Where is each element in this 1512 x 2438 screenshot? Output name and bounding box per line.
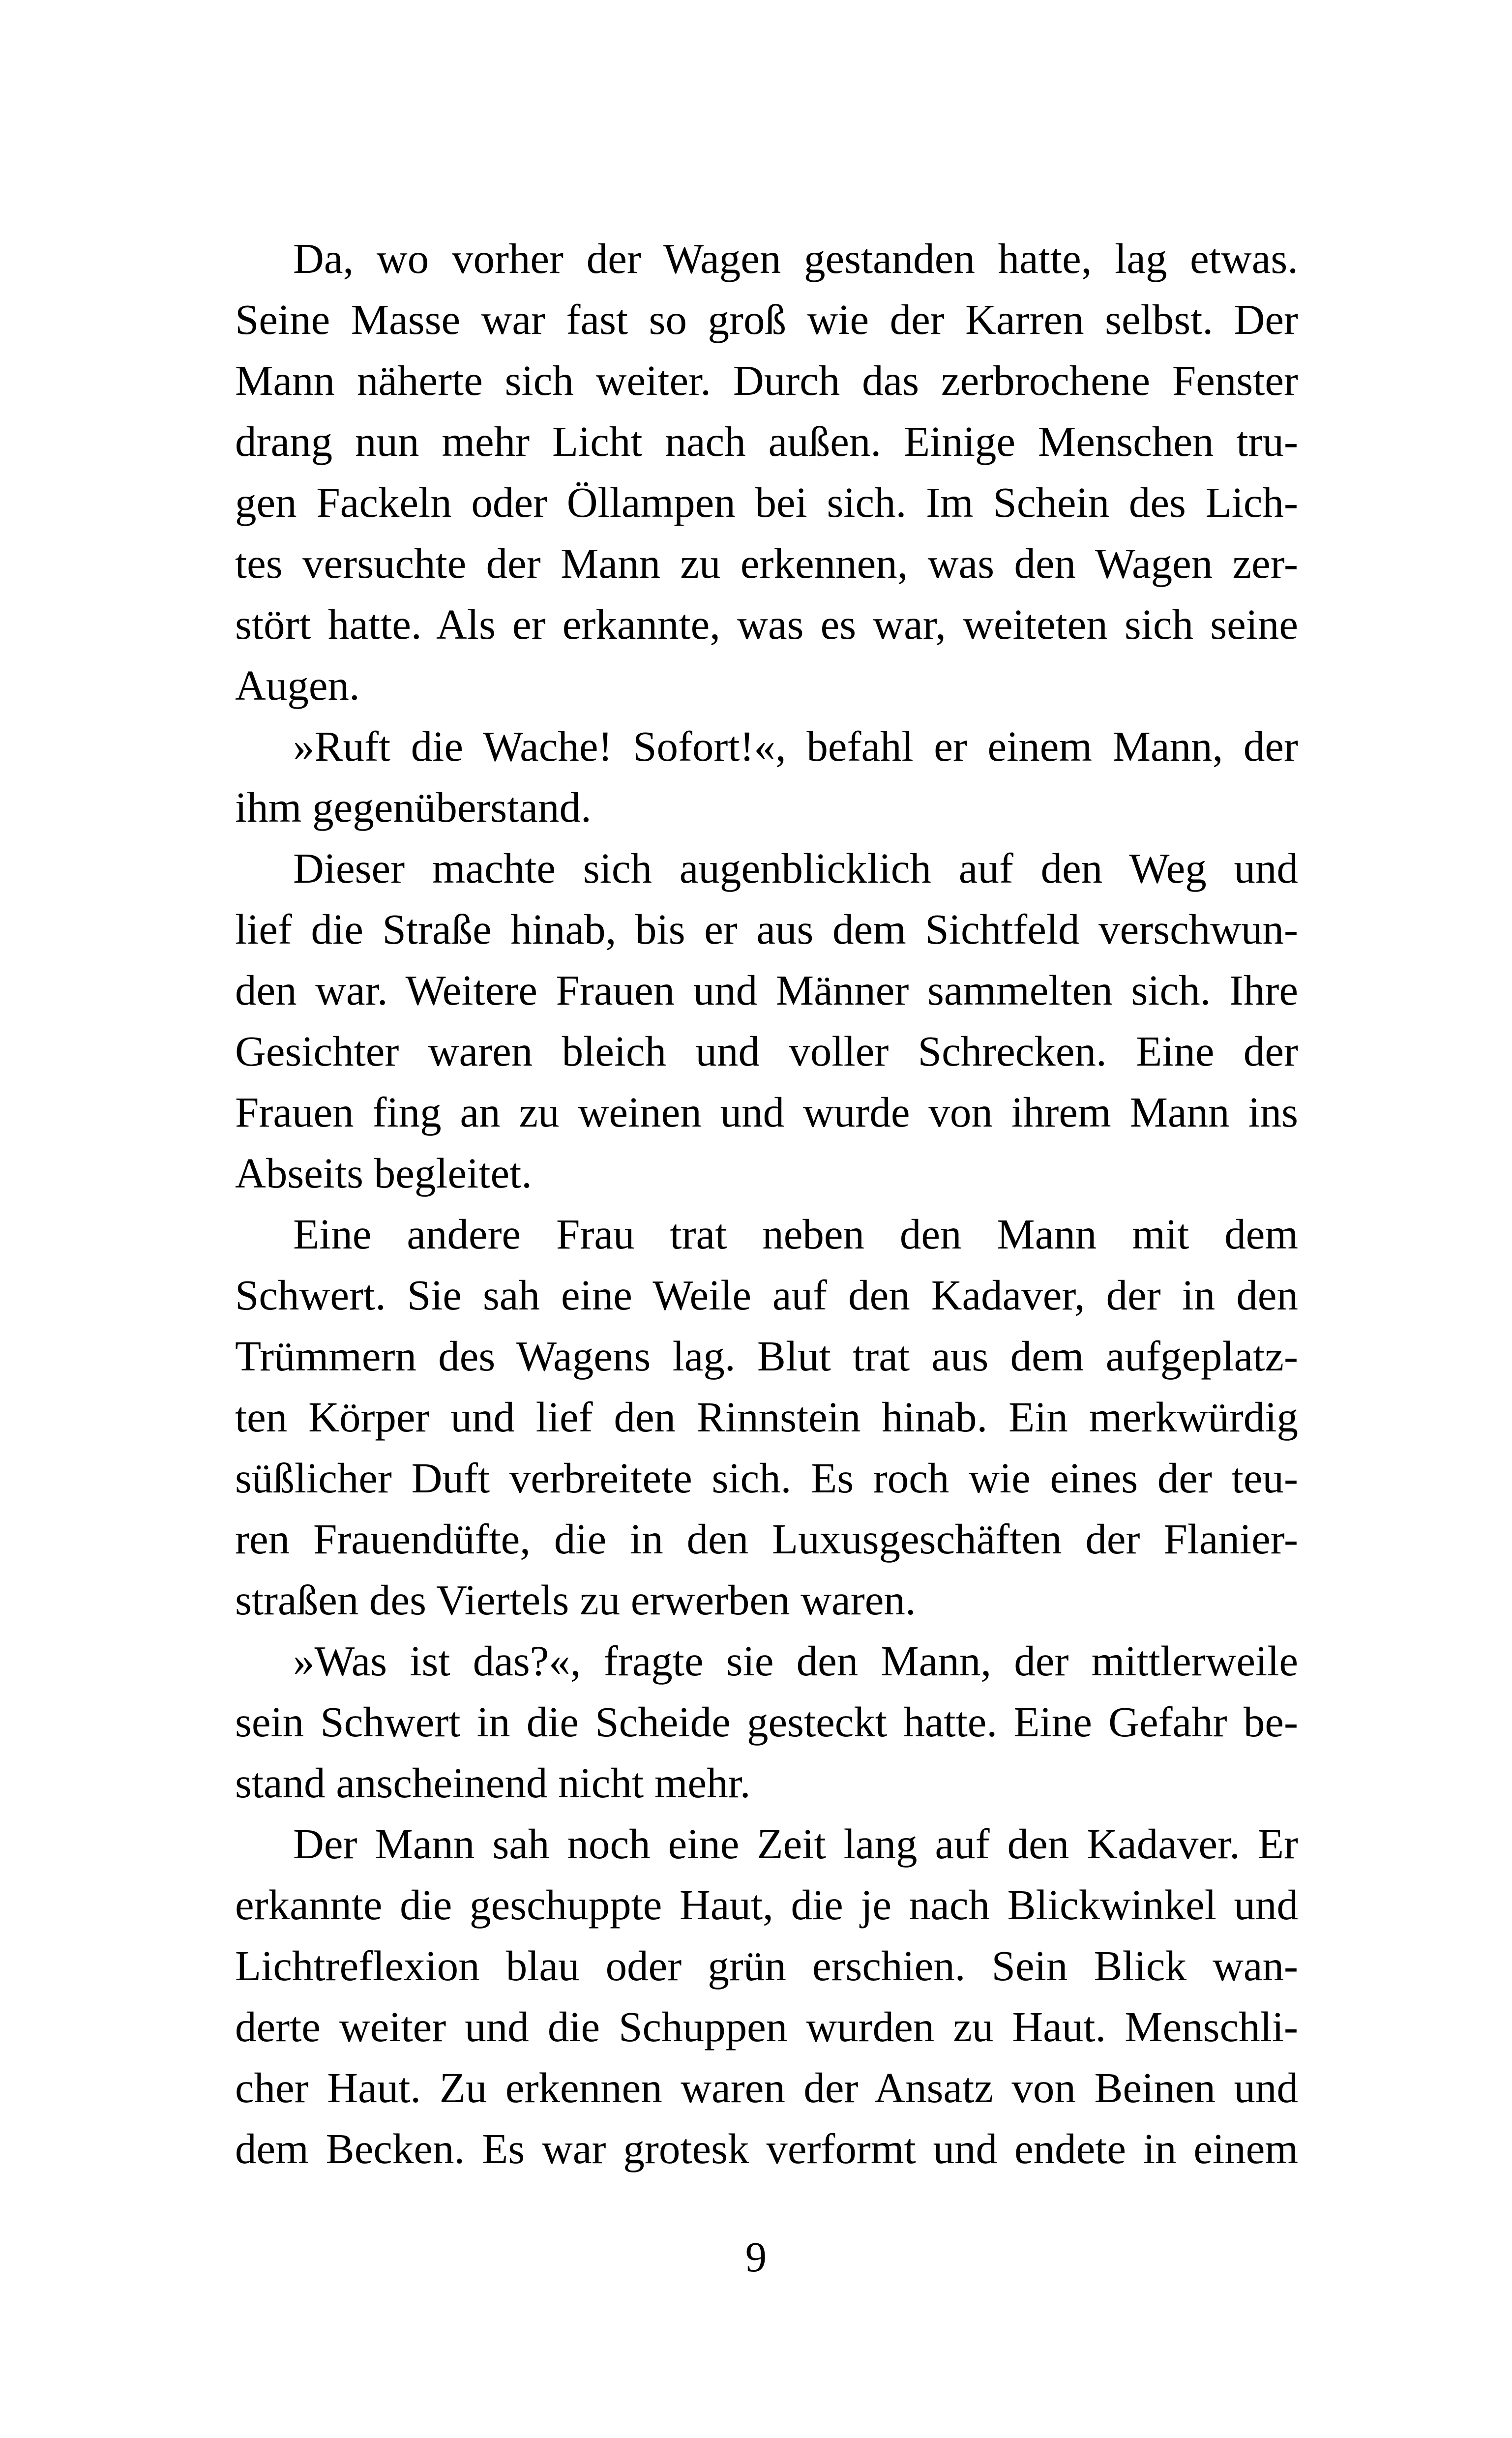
page-number: 9 bbox=[745, 2233, 767, 2281]
text-line: Seine Masse war fast so groß wie der Karren selbst. Der bbox=[235, 296, 1298, 343]
text-line: stört hatte. Als er erkannte, was es war, weiteten sich seine bbox=[235, 600, 1298, 648]
text-line: gen Fackeln oder Öllampen bei sich. Im Schein des Lich- bbox=[235, 478, 1298, 526]
text-line: Schwert. Sie sah eine Weile auf den Kadaver, der in den bbox=[235, 1271, 1298, 1319]
text-line: Dieser machte sich augenblicklich auf den Weg und bbox=[293, 844, 1298, 892]
text-line: Eine andere Frau trat neben den Mann mit dem bbox=[293, 1210, 1298, 1258]
text-line: Gesichter waren bleich und voller Schrecken. Eine der bbox=[235, 1027, 1298, 1075]
text-line: ihm gegenüberstand. bbox=[235, 783, 592, 831]
text-line: straßen des Viertels zu erwerben waren. bbox=[235, 1576, 916, 1624]
text-line: den war. Weitere Frauen und Männer sammelten sich. Ihre bbox=[235, 966, 1298, 1014]
text-line: Lichtreflexion blau oder grün erschien. Sein Blick wan- bbox=[235, 1942, 1298, 1990]
text-line: Augen. bbox=[235, 661, 360, 709]
text-line: Mann näherte sich weiter. Durch das zerbrochene Fenster bbox=[235, 357, 1298, 404]
text-line: Frauen fing an zu weinen und wurde von ihrem Mann ins bbox=[235, 1088, 1298, 1136]
text-line: Da, wo vorher der Wagen gestanden hatte, lag etwas. bbox=[293, 235, 1298, 282]
text-line: drang nun mehr Licht nach außen. Einige Menschen tru- bbox=[235, 417, 1298, 465]
text-line: Abseits begleitet. bbox=[235, 1149, 533, 1197]
text-line: lief die Straße hinab, bis er aus dem Sichtfeld verschwun- bbox=[235, 905, 1298, 953]
text-line: Der Mann sah noch eine Zeit lang auf den Kadaver. Er bbox=[293, 1820, 1298, 1868]
text-line: tes versuchte der Mann zu erkennen, was den Wagen zer- bbox=[235, 539, 1298, 587]
body-text bbox=[235, 228, 1298, 2179]
text-line: süßlicher Duft verbreitete sich. Es roch wie eines der teu- bbox=[235, 1454, 1298, 1502]
text-line: sein Schwert in die Scheide gesteckt hatte. Eine Gefahr be- bbox=[235, 1698, 1298, 1746]
text-line: stand anscheinend nicht mehr. bbox=[235, 1759, 751, 1807]
text-line: dem Becken. Es war grotesk verformt und endete in einem bbox=[235, 2125, 1298, 2172]
text-line: cher Haut. Zu erkennen waren der Ansatz von Beinen und bbox=[235, 2064, 1298, 2111]
text-line: ren Frauendüfte, die in den Luxusgeschäften der Flanier- bbox=[235, 1515, 1298, 1563]
text-line: »Was ist das?«, fragte sie den Mann, der mittlerweile bbox=[293, 1637, 1298, 1685]
text-line: »Ruft die Wache! Sofort!«, befahl er einem Mann, der bbox=[293, 722, 1298, 770]
text-line: Trümmern des Wagens lag. Blut trat aus dem aufgeplatz- bbox=[235, 1332, 1298, 1380]
text-line: erkannte die geschuppte Haut, die je nach Blickwinkel und bbox=[235, 1881, 1298, 1929]
text-line: ten Körper und lief den Rinnstein hinab. Ein merkwürdig bbox=[235, 1393, 1298, 1441]
text-line: derte weiter und die Schuppen wurden zu Haut. Menschli- bbox=[235, 2003, 1298, 2051]
